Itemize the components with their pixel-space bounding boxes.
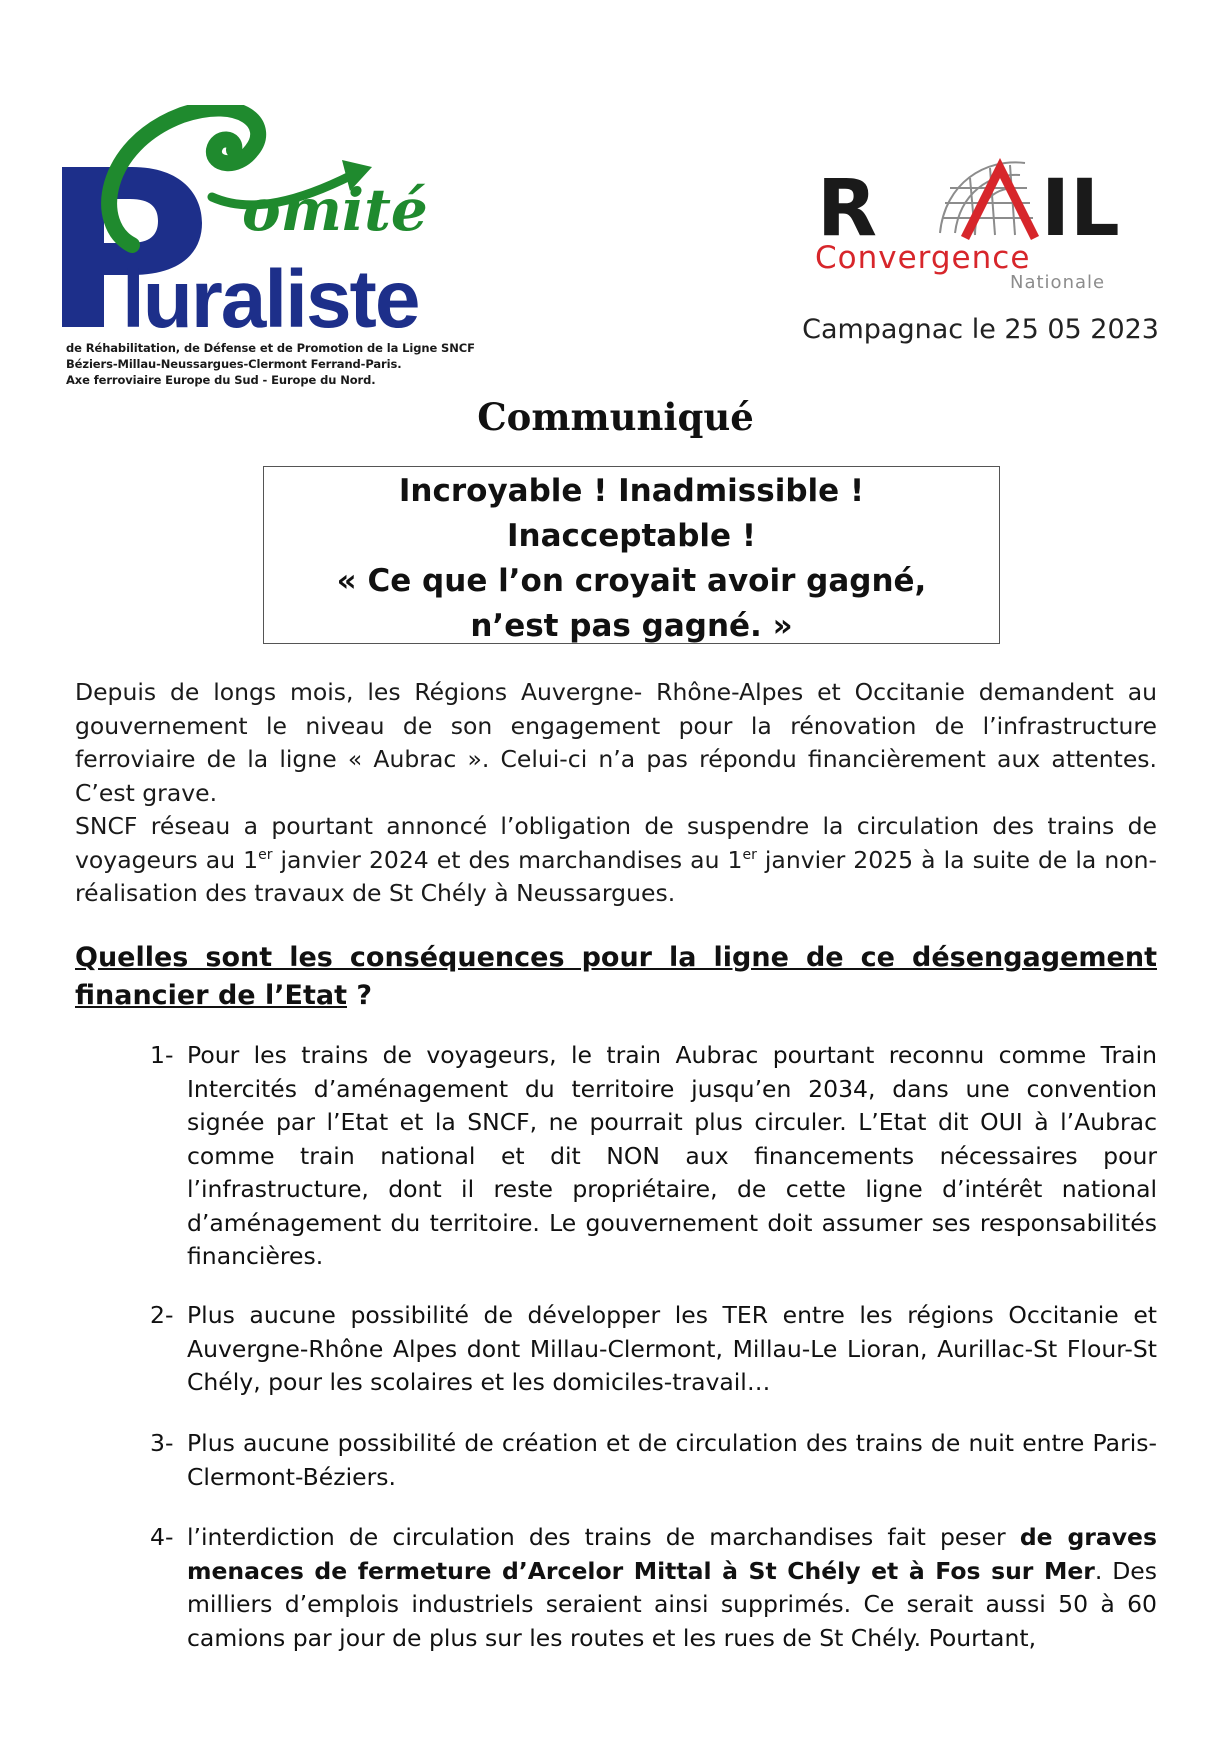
logo-word-rail-r: R — [817, 164, 880, 254]
headline-box — [263, 466, 1000, 644]
intro-p2-part-c: janvier 2025 à la suite de la non-réalisation des travaux de St Chély à Neussargues. — [75, 845, 1158, 907]
headline-line-4: n’est pas gagné. » — [470, 608, 793, 644]
intro-paragraph-1: Depuis de longs mois, les Régions Auvergne- Rhône-Alpes et Occitanie demandent au gouvernement le niveau de son engagement pour la rénovation de l’infrastructure ferroviaire de la ligne « Aubrac ». Celui-ci n’a pas répondu financièrement aux attentes. C’est grave. — [75, 678, 1157, 807]
list-item-number: 4- — [150, 1523, 174, 1551]
list-item-text — [187, 1521, 1157, 1655]
headline-line-3: « Ce que l’on croyait avoir gagné, — [336, 563, 927, 599]
intro-p2-part-b: janvier 2024 et des marchandises au 1 — [272, 845, 743, 874]
list-item-text: Plus aucune possibilité de développer les TER entre les régions Occitanie et Auvergne-Rhône Alpes dont Millau-Clermont, Millau-Le Lioran, Aurillac-St Flour-St Chély, pour les scolaires et les domiciles-travail… — [187, 1301, 1157, 1396]
list-item-text-a: l’interdiction de circulation des trains de marchandises fait peser — [187, 1523, 1020, 1551]
comite-pluraliste-emblem — [62, 105, 502, 340]
intro-p2-part-a: SNCF réseau a pourtant annoncé l’obligation de suspendre la circulation des trains de voyageurs au 1 — [75, 812, 1157, 874]
headline-line-2: Inacceptable ! — [507, 518, 756, 554]
logo-word-rail-il: IL — [1041, 164, 1120, 254]
intro-p2-sup-1: er — [258, 846, 273, 863]
logo-tagline-2: Béziers-Millau-Neussargues-Clermont Ferrand-Paris. — [66, 357, 402, 371]
logo-tagline-3: Axe ferroviaire Europe du Sud - Europe du Nord. — [66, 373, 376, 387]
section-question-mark: ? — [347, 980, 373, 1011]
intro-text — [75, 676, 1157, 911]
logo-word-pluraliste: luraliste — [122, 254, 419, 340]
logo-word-nationale: Nationale — [1010, 272, 1106, 293]
list-item-number: 3- — [150, 1429, 174, 1457]
headline-line-1: Incroyable ! Inadmissible ! — [398, 473, 865, 509]
list-item-text-bold: de graves menaces de fermeture d’Arcelor Mittal à St Chély et à Fos sur Mer — [187, 1523, 1157, 1585]
list-item-number: 2- — [150, 1301, 174, 1329]
comite-pluraliste-logo — [62, 105, 502, 395]
rail-convergence-emblem — [815, 143, 1160, 293]
list-item-text: Plus aucune possibilité de création et de circulation des trains de nuit entre Paris-Clermont-Béziers. — [187, 1429, 1157, 1491]
section-question — [75, 939, 1157, 1015]
date-line: Campagnac le 25 05 2023 — [802, 314, 1159, 345]
logo-word-comite: omité — [242, 176, 428, 244]
list-item-number: 1- — [150, 1041, 174, 1069]
section-question-text: Quelles sont les conséquences pour la ligne de ce désengagement financier de l’Etat — [75, 942, 1157, 1011]
document-title: Communiqué — [477, 395, 754, 439]
intro-p2-sup-2: er — [742, 846, 757, 863]
list-item-text-b: . Des milliers d’emplois industriels seraient ainsi supprimés. Ce serait aussi 50 à 60 camions par jour de plus sur les routes et les rues de St Chély. Pourtant, — [187, 1556, 1157, 1652]
rail-convergence-logo — [815, 143, 1160, 293]
intro-paragraph-2 — [75, 810, 1157, 911]
list-item-text: Pour les trains de voyageurs, le train Aubrac pourtant reconnu comme Train Intercités d’aménagement du territoire jusqu’en 2034, dans une convention signée par l’Etat et la SNCF, ne pourrait plus circuler. L’Etat dit OUI à l’Aubrac comme train national et dit NON aux financements nécessaires pour l’infrastructure, dont il reste propriétaire, de cette ligne d’intérêt national d’aménagement du territoire. Le gouvernement doit assumer ses responsabilités financières. — [187, 1041, 1157, 1270]
logo-tagline-1: de Réhabilitation, de Défense et de Promotion de la Ligne SNCF — [66, 341, 475, 355]
logo-word-convergence: Convergence — [815, 240, 1031, 276]
